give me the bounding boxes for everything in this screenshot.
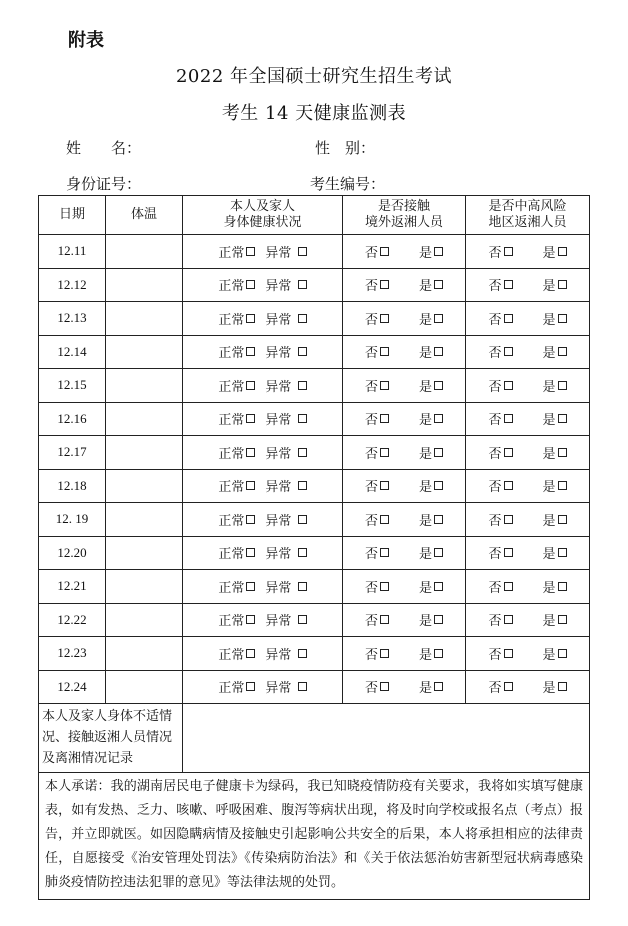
checkbox-icon[interactable] [298,247,307,256]
risk-no-option[interactable]: 否 [488,443,512,462]
checkbox-icon[interactable] [380,381,389,390]
temperature-cell[interactable] [106,268,183,302]
checkbox-icon[interactable] [298,649,307,658]
overseas-contact-cell [343,369,466,403]
checkbox-icon[interactable] [558,314,567,323]
header-overseas-contact [343,196,466,235]
health-abnormal-option[interactable]: 异常 [265,610,306,629]
checkbox-icon[interactable] [380,649,389,658]
row-date: 12.22 [39,603,106,637]
risk-yes-option[interactable]: 是 [543,644,567,663]
checkbox-icon[interactable] [504,582,513,591]
checkbox-icon[interactable] [504,414,513,423]
checkbox-icon[interactable] [504,615,513,624]
header-health-line2: 身体健康状况 [223,215,302,230]
table-row [39,670,590,704]
checkbox-icon[interactable] [434,682,443,691]
checkbox-icon[interactable] [434,347,443,356]
health-status-cell [183,670,343,704]
health-abnormal-option[interactable]: 异常 [265,342,306,361]
contact-no-option[interactable]: 否 [365,242,389,261]
header-date: 日期 [39,196,106,235]
table-row [39,503,590,537]
risk-area-cell [466,570,590,604]
table-row [39,235,590,269]
checkbox-icon[interactable] [298,515,307,524]
contact-no-option[interactable]: 否 [365,409,389,428]
contact-yes-option[interactable]: 是 [419,376,443,395]
checkbox-icon[interactable] [434,448,443,457]
health-abnormal-option[interactable]: 异常 [265,677,306,696]
health-normal-option[interactable]: 正常 [218,376,255,395]
risk-no-option[interactable]: 否 [488,644,512,663]
risk-yes-option[interactable]: 是 [543,376,567,395]
contact-no-option[interactable]: 否 [365,610,389,629]
table-row [39,268,590,302]
row-date: 12.16 [39,402,106,436]
header-risk-line1: 是否中高风险 [488,199,567,214]
contact-yes-option[interactable]: 是 [419,577,443,596]
risk-no-option[interactable]: 否 [488,610,512,629]
table-row [39,402,590,436]
risk-no-option[interactable]: 否 [488,409,512,428]
contact-no-option[interactable]: 否 [365,275,389,294]
health-abnormal-option[interactable]: 异常 [265,443,306,462]
risk-yes-option[interactable]: 是 [543,677,567,696]
health-normal-option[interactable]: 正常 [218,242,255,261]
health-abnormal-option[interactable]: 异常 [265,275,306,294]
row-date: 12.17 [39,436,106,470]
overseas-contact-cell [343,235,466,269]
header-health-status [183,196,343,235]
contact-yes-option[interactable]: 是 [419,543,443,562]
note-row [39,704,590,773]
checkbox-icon[interactable] [298,448,307,457]
risk-yes-option[interactable]: 是 [543,543,567,562]
contact-yes-option[interactable]: 是 [419,443,443,462]
temperature-cell[interactable] [106,369,183,403]
header-risk-line2: 地区返湘人员 [488,215,567,230]
checkbox-icon[interactable] [558,448,567,457]
checkbox-icon[interactable] [298,615,307,624]
risk-area-cell [466,402,590,436]
risk-yes-option[interactable]: 是 [543,476,567,495]
temperature-cell[interactable] [106,335,183,369]
checkbox-icon[interactable] [504,247,513,256]
row-date: 12.24 [39,670,106,704]
health-abnormal-option[interactable]: 异常 [265,510,306,529]
health-normal-option[interactable]: 正常 [218,443,255,462]
contact-no-option[interactable]: 否 [365,476,389,495]
contact-no-option[interactable]: 否 [365,376,389,395]
health-normal-option[interactable]: 正常 [218,543,255,562]
overseas-contact-cell [343,670,466,704]
header-temperature: 体温 [106,196,183,235]
health-status-cell [183,436,343,470]
note-label: 本人及家人身体不适情况、接触返湘人员情况及离湘情况记录 [39,704,183,773]
health-abnormal-option[interactable]: 异常 [265,376,306,395]
health-normal-option[interactable]: 正常 [218,677,255,696]
checkbox-icon[interactable] [504,381,513,390]
checkbox-icon[interactable] [246,381,255,390]
checkbox-icon[interactable] [380,347,389,356]
risk-area-cell [466,670,590,704]
risk-yes-option[interactable]: 是 [543,443,567,462]
health-abnormal-option[interactable]: 异常 [265,577,306,596]
row-date: 12. 19 [39,503,106,537]
checkbox-icon[interactable] [380,280,389,289]
temperature-cell[interactable] [106,235,183,269]
checkbox-icon[interactable] [434,649,443,658]
health-monitoring-table [38,195,590,900]
checkbox-icon[interactable] [298,347,307,356]
checkbox-icon[interactable] [434,548,443,557]
contact-no-option[interactable]: 否 [365,677,389,696]
checkbox-icon[interactable] [246,481,255,490]
promise-text: 本人承诺：我的湖南居民电子健康卡为绿码，我已知晓疫情防疫有关要求，我将如实填写健康表，如有发热、乏力、咳嗽、呼吸困难、腹泻等病状出现，将及时向学校或报名点（考点）报告，并立即就医。如因隐瞒病情及接触史引起影响公共安全的后果，本人将承担相应的法律责任，自愿接受《治安管理处罚法》《传染病防治法》和《关于依法惩治妨害新型冠状病毒感染肺炎疫情防控违法犯罪的意见》等法律法规的处罚。 [39,773,590,900]
health-abnormal-option[interactable]: 异常 [265,543,306,562]
checkbox-icon[interactable] [558,682,567,691]
risk-no-option[interactable]: 否 [488,577,512,596]
risk-yes-option[interactable]: 是 [543,577,567,596]
checkbox-icon[interactable] [558,280,567,289]
id-number-field-label: 身份证号： [66,175,142,193]
health-abnormal-option[interactable]: 异常 [265,644,306,663]
checkbox-icon[interactable] [298,280,307,289]
checkbox-icon[interactable] [504,448,513,457]
checkbox-icon[interactable] [246,615,255,624]
health-status-cell [183,235,343,269]
contact-yes-option[interactable]: 是 [419,644,443,663]
checkbox-icon[interactable] [246,515,255,524]
row-date: 12.14 [39,335,106,369]
risk-yes-option[interactable]: 是 [543,275,567,294]
risk-no-option[interactable]: 否 [488,242,512,261]
contact-no-option[interactable]: 否 [365,510,389,529]
checkbox-icon[interactable] [558,548,567,557]
contact-yes-option[interactable]: 是 [419,242,443,261]
health-normal-option[interactable]: 正常 [218,577,255,596]
overseas-contact-cell [343,469,466,503]
temperature-cell[interactable] [106,436,183,470]
checkbox-icon[interactable] [246,314,255,323]
checkbox-icon[interactable] [298,582,307,591]
table-row [39,302,590,336]
checkbox-icon[interactable] [246,448,255,457]
health-abnormal-option[interactable]: 异常 [265,242,306,261]
contact-yes-option[interactable]: 是 [419,476,443,495]
header-contact-line1: 是否接触 [377,199,430,214]
checkbox-icon[interactable] [558,515,567,524]
contact-yes-option[interactable]: 是 [419,510,443,529]
checkbox-icon[interactable] [558,347,567,356]
checkbox-icon[interactable] [246,548,255,557]
checkbox-icon[interactable] [434,314,443,323]
health-status-cell [183,570,343,604]
temperature-cell[interactable] [106,570,183,604]
risk-area-cell [466,637,590,671]
checkbox-icon[interactable] [298,414,307,423]
health-abnormal-option[interactable]: 异常 [265,409,306,428]
health-status-cell [183,503,343,537]
header-contact-line2: 境外返湘人员 [364,215,443,230]
overseas-contact-cell [343,503,466,537]
checkbox-icon[interactable] [380,414,389,423]
overseas-contact-cell [343,302,466,336]
checkbox-icon[interactable] [558,615,567,624]
table-row [39,436,590,470]
row-date: 12.12 [39,268,106,302]
temperature-cell[interactable] [106,302,183,336]
checkbox-icon[interactable] [434,481,443,490]
checkbox-icon[interactable] [380,247,389,256]
row-date: 12.15 [39,369,106,403]
contact-yes-option[interactable]: 是 [419,610,443,629]
health-status-cell [183,637,343,671]
risk-area-cell [466,603,590,637]
checkbox-icon[interactable] [504,515,513,524]
risk-area-cell [466,469,590,503]
risk-area-cell [466,536,590,570]
checkbox-icon[interactable] [504,548,513,557]
temperature-cell[interactable] [106,670,183,704]
risk-no-option[interactable]: 否 [488,342,512,361]
checkbox-icon[interactable] [558,414,567,423]
health-status-cell [183,268,343,302]
overseas-contact-cell [343,402,466,436]
risk-area-cell [466,235,590,269]
exam-number-field-label: 考生编号： [310,175,386,193]
checkbox-icon[interactable] [380,548,389,557]
row-date: 12.11 [39,235,106,269]
checkbox-icon[interactable] [298,481,307,490]
risk-no-option[interactable]: 否 [488,510,512,529]
health-normal-option[interactable]: 正常 [218,610,255,629]
contact-yes-option[interactable]: 是 [419,342,443,361]
health-normal-option[interactable]: 正常 [218,510,255,529]
checkbox-icon[interactable] [558,381,567,390]
health-normal-option[interactable]: 正常 [218,409,255,428]
contact-no-option[interactable]: 否 [365,644,389,663]
risk-no-option[interactable]: 否 [488,543,512,562]
health-status-cell [183,335,343,369]
health-status-cell [183,402,343,436]
attachment-label: 附表 [68,30,104,51]
checkbox-icon[interactable] [380,615,389,624]
checkbox-icon[interactable] [558,582,567,591]
contact-no-option[interactable]: 否 [365,543,389,562]
risk-no-option[interactable]: 否 [488,476,512,495]
overseas-contact-cell [343,570,466,604]
checkbox-icon[interactable] [298,314,307,323]
checkbox-icon[interactable] [434,582,443,591]
checkbox-icon[interactable] [504,347,513,356]
note-input-cell[interactable] [183,704,590,773]
table-header-row [39,196,590,235]
checkbox-icon[interactable] [504,682,513,691]
checkbox-icon[interactable] [380,314,389,323]
overseas-contact-cell [343,335,466,369]
risk-no-option[interactable]: 否 [488,309,512,328]
risk-yes-option[interactable]: 是 [543,242,567,261]
checkbox-icon[interactable] [380,682,389,691]
row-date: 12.21 [39,570,106,604]
row-date: 12.20 [39,536,106,570]
checkbox-icon[interactable] [298,682,307,691]
temperature-cell[interactable] [106,503,183,537]
overseas-contact-cell [343,637,466,671]
checkbox-icon[interactable] [380,448,389,457]
checkbox-icon[interactable] [434,280,443,289]
health-abnormal-option[interactable]: 异常 [265,476,306,495]
risk-yes-option[interactable]: 是 [543,510,567,529]
risk-area-cell [466,335,590,369]
checkbox-icon[interactable] [380,582,389,591]
checkbox-icon[interactable] [434,515,443,524]
row-date: 12.18 [39,469,106,503]
risk-area-cell [466,369,590,403]
row-date: 12.23 [39,637,106,671]
document-title: 2022 年全国硕士研究生招生考试 [175,66,453,87]
health-status-cell [183,369,343,403]
table-row [39,335,590,369]
risk-area-cell [466,268,590,302]
temperature-cell[interactable] [106,603,183,637]
header-risk-area [466,196,590,235]
contact-no-option[interactable]: 否 [365,577,389,596]
risk-yes-option[interactable]: 是 [543,610,567,629]
checkbox-icon[interactable] [246,247,255,256]
risk-yes-option[interactable]: 是 [543,409,567,428]
health-normal-option[interactable]: 正常 [218,644,255,663]
checkbox-icon[interactable] [558,649,567,658]
contact-yes-option[interactable]: 是 [419,309,443,328]
temperature-cell[interactable] [106,637,183,671]
table-row [39,603,590,637]
health-normal-option[interactable]: 正常 [218,275,255,294]
header-health-line1: 本人及家人 [229,199,295,214]
health-abnormal-option[interactable]: 异常 [265,309,306,328]
contact-no-option[interactable]: 否 [365,342,389,361]
risk-area-cell [466,503,590,537]
row-date: 12.13 [39,302,106,336]
table-row [39,369,590,403]
health-status-cell [183,469,343,503]
checkbox-icon[interactable] [298,381,307,390]
table-row [39,637,590,671]
gender-field-label: 性 别： [315,139,376,157]
checkbox-icon[interactable] [434,414,443,423]
contact-yes-option[interactable]: 是 [419,275,443,294]
promise-row [39,773,590,900]
risk-area-cell [466,302,590,336]
checkbox-icon[interactable] [380,481,389,490]
health-status-cell [183,536,343,570]
name-field-label: 姓 名： [66,139,142,157]
table-row [39,570,590,604]
risk-no-option[interactable]: 否 [488,376,512,395]
table-row [39,536,590,570]
overseas-contact-cell [343,603,466,637]
health-status-cell [183,302,343,336]
checkbox-icon[interactable] [504,280,513,289]
risk-no-option[interactable]: 否 [488,275,512,294]
contact-no-option[interactable]: 否 [365,309,389,328]
risk-yes-option[interactable]: 是 [543,309,567,328]
overseas-contact-cell [343,436,466,470]
overseas-contact-cell [343,536,466,570]
checkbox-icon[interactable] [246,414,255,423]
checkbox-icon[interactable] [504,314,513,323]
checkbox-icon[interactable] [558,481,567,490]
overseas-contact-cell [343,268,466,302]
checkbox-icon[interactable] [504,649,513,658]
health-normal-option[interactable]: 正常 [218,309,255,328]
health-normal-option[interactable]: 正常 [218,476,255,495]
checkbox-icon[interactable] [298,548,307,557]
checkbox-icon[interactable] [504,481,513,490]
risk-yes-option[interactable]: 是 [543,342,567,361]
temperature-cell[interactable] [106,536,183,570]
contact-yes-option[interactable]: 是 [419,677,443,696]
health-status-cell [183,603,343,637]
checkbox-icon[interactable] [246,682,255,691]
checkbox-icon[interactable] [246,347,255,356]
contact-yes-option[interactable]: 是 [419,409,443,428]
risk-area-cell [466,436,590,470]
health-normal-option[interactable]: 正常 [218,342,255,361]
checkbox-icon[interactable] [434,381,443,390]
checkbox-icon[interactable] [246,582,255,591]
table-row [39,469,590,503]
checkbox-icon[interactable] [246,280,255,289]
temperature-cell[interactable] [106,469,183,503]
checkbox-icon[interactable] [558,247,567,256]
checkbox-icon[interactable] [380,515,389,524]
temperature-cell[interactable] [106,402,183,436]
checkbox-icon[interactable] [434,247,443,256]
checkbox-icon[interactable] [246,649,255,658]
contact-no-option[interactable]: 否 [365,443,389,462]
checkbox-icon[interactable] [434,615,443,624]
document-subtitle: 考生 14 天健康监测表 [221,103,407,124]
risk-no-option[interactable]: 否 [488,677,512,696]
